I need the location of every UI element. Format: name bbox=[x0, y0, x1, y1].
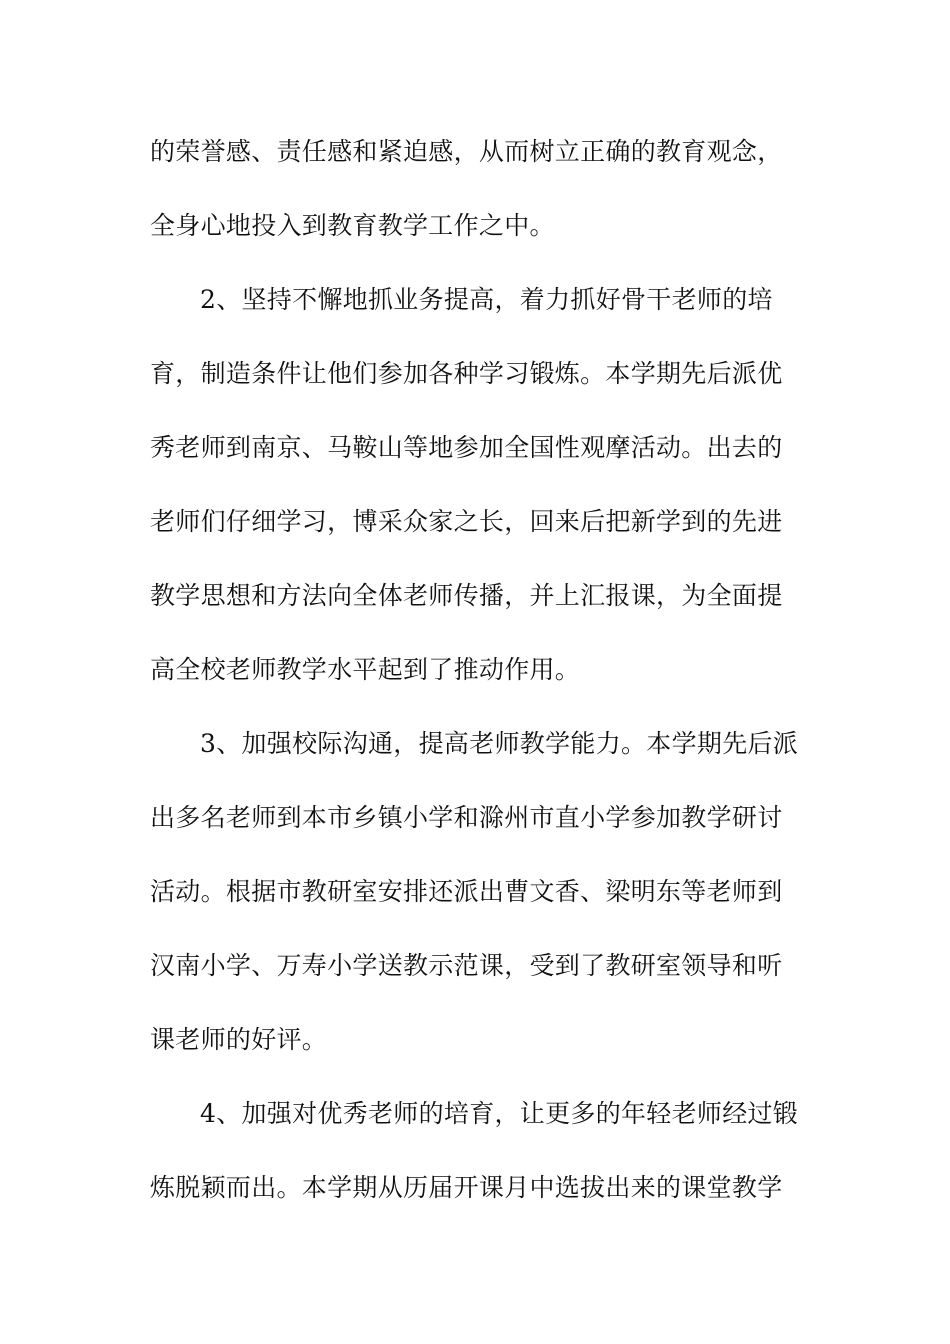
text-line: 老师们仔细学习，博采众家之长，回来后把新学到的先进 bbox=[150, 507, 783, 536]
text-line: 教学思想和方法向全体老师传播，并上汇报课，为全面提 bbox=[150, 581, 783, 610]
text-line: 全身心地投入到教育教学工作之中。 bbox=[150, 211, 555, 240]
text-line: 出多名老师到本市乡镇小学和滁州市直小学参加教学研讨 bbox=[150, 803, 783, 832]
paragraph-2-start: 2、坚持不懈地抓业务提高，着力抓好骨干老师的培 bbox=[200, 285, 773, 314]
text-line: 活动。根据市教研室安排还派出曹文香、梁明东等老师到 bbox=[150, 877, 783, 906]
text-line: 育，制造条件让他们参加各种学习锻炼。本学期先后派优 bbox=[150, 359, 783, 388]
text-line: 的荣誉感、责任感和紧迫感，从而树立正确的教育观念， bbox=[150, 137, 783, 166]
text-line: 课老师的好评。 bbox=[150, 1025, 328, 1054]
text-line: 高全校老师教学水平起到了推动作用。 bbox=[150, 655, 581, 684]
text-line: 汉南小学、万寿小学送教示范课，受到了教研室领导和听 bbox=[150, 951, 783, 980]
text-line: 秀老师到南京、马鞍山等地参加全国性观摩活动。出去的 bbox=[150, 433, 783, 462]
text-line: 炼脱颖而出。本学期从历届开课月中选拔出来的课堂教学 bbox=[150, 1173, 783, 1202]
paragraph-4-start: 4、加强对优秀老师的培育，让更多的年轻老师经过锻 bbox=[200, 1099, 799, 1128]
paragraph-3-start: 3、加强校际沟通，提高老师教学能力。本学期先后派 bbox=[200, 729, 799, 758]
